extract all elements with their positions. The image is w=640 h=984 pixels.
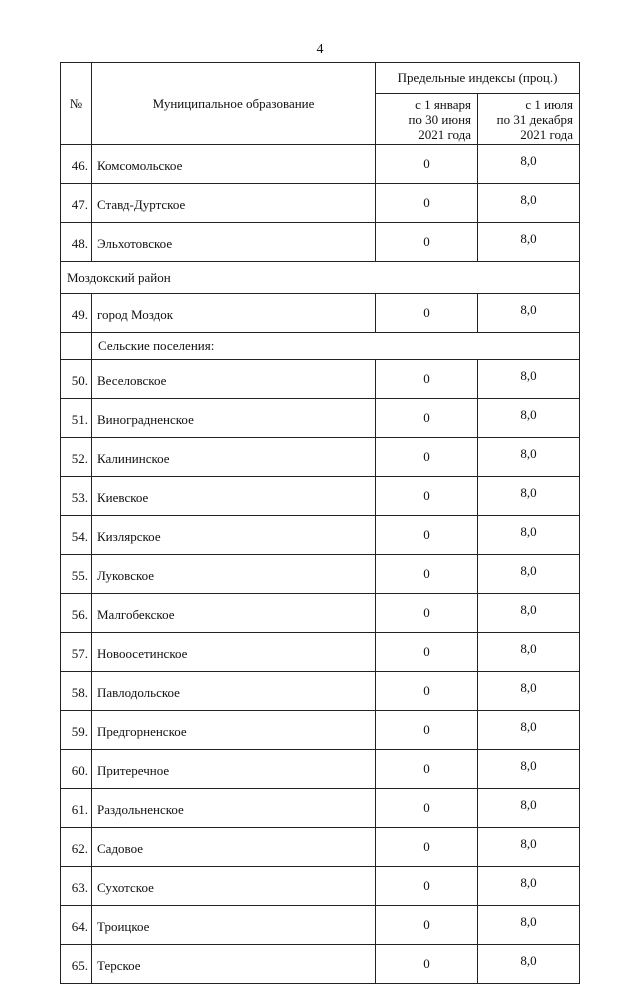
index-second-half: 8,0 xyxy=(478,594,580,633)
index-second-half: 8,0 xyxy=(478,867,580,906)
indices-table xyxy=(60,62,580,984)
row-number: 59. xyxy=(61,711,92,750)
row-number: 65. xyxy=(61,945,92,984)
row-number: 48. xyxy=(61,223,92,262)
municipality-name: Кизлярское xyxy=(92,516,376,555)
municipality-name: Комсомольское xyxy=(92,145,376,184)
index-second-half: 8,0 xyxy=(478,906,580,945)
municipality-name: Павлодольское xyxy=(92,672,376,711)
municipality-name: Малгобекское xyxy=(92,594,376,633)
rows-group-b xyxy=(61,294,580,333)
index-first-half: 0 xyxy=(376,711,478,750)
table-row xyxy=(61,399,580,438)
table-row xyxy=(61,184,580,223)
municipality-name: город Моздок xyxy=(92,294,376,333)
index-second-half: 8,0 xyxy=(478,294,580,333)
row-number: 52. xyxy=(61,438,92,477)
index-second-half: 8,0 xyxy=(478,360,580,399)
index-first-half: 0 xyxy=(376,223,478,262)
index-first-half: 0 xyxy=(376,516,478,555)
table-row xyxy=(61,594,580,633)
row-number: 53. xyxy=(61,477,92,516)
header-period-second-half xyxy=(478,94,580,145)
table-row xyxy=(61,294,580,333)
municipality-name: Эльхотовское xyxy=(92,223,376,262)
municipality-name: Раздольненское xyxy=(92,789,376,828)
row-number: 60. xyxy=(61,750,92,789)
table-row xyxy=(61,711,580,750)
row-number: 46. xyxy=(61,145,92,184)
row-number: 63. xyxy=(61,867,92,906)
index-first-half: 0 xyxy=(376,294,478,333)
header-period-first-half xyxy=(376,94,478,145)
header-num: № xyxy=(61,63,92,145)
index-first-half: 0 xyxy=(376,360,478,399)
header-indices-group: Предельные индексы (проц.) xyxy=(376,63,580,94)
index-second-half: 8,0 xyxy=(478,828,580,867)
table-row xyxy=(61,516,580,555)
table-row xyxy=(61,672,580,711)
index-second-half: 8,0 xyxy=(478,555,580,594)
municipality-name: Киевское xyxy=(92,477,376,516)
index-second-half: 8,0 xyxy=(478,789,580,828)
municipality-name: Веселовское xyxy=(92,360,376,399)
district-group xyxy=(61,262,580,294)
table-row xyxy=(61,789,580,828)
municipality-name: Терское xyxy=(92,945,376,984)
index-second-half: 8,0 xyxy=(478,750,580,789)
subsection-group xyxy=(61,333,580,360)
rows-group-c xyxy=(61,360,580,984)
row-number: 47. xyxy=(61,184,92,223)
index-second-half: 8,0 xyxy=(478,145,580,184)
subsection-heading: Сельские поселения: xyxy=(92,333,580,360)
row-number: 61. xyxy=(61,789,92,828)
row-number: 49. xyxy=(61,294,92,333)
row-number: 51. xyxy=(61,399,92,438)
index-second-half: 8,0 xyxy=(478,438,580,477)
header-municipality: Муниципальное образование xyxy=(92,63,376,145)
row-number: 64. xyxy=(61,906,92,945)
index-first-half: 0 xyxy=(376,145,478,184)
index-second-half: 8,0 xyxy=(478,945,580,984)
header-period-b-line: с 1 июля xyxy=(525,97,573,112)
municipality-name: Троицкое xyxy=(92,906,376,945)
index-first-half: 0 xyxy=(376,555,478,594)
header-period-b-line: 2021 года xyxy=(520,127,573,142)
row-number: 50. xyxy=(61,360,92,399)
index-second-half: 8,0 xyxy=(478,184,580,223)
index-first-half: 0 xyxy=(376,789,478,828)
index-first-half: 0 xyxy=(376,945,478,984)
index-first-half: 0 xyxy=(376,633,478,672)
index-second-half: 8,0 xyxy=(478,672,580,711)
header-period-b-line: по 31 декабря xyxy=(496,112,573,127)
table-row xyxy=(61,477,580,516)
table-row xyxy=(61,867,580,906)
municipality-name: Виноградненское xyxy=(92,399,376,438)
index-first-half: 0 xyxy=(376,438,478,477)
table-row xyxy=(61,945,580,984)
table-row xyxy=(61,145,580,184)
header-period-a-line: по 30 июня xyxy=(408,112,471,127)
index-first-half: 0 xyxy=(376,477,478,516)
index-first-half: 0 xyxy=(376,750,478,789)
index-first-half: 0 xyxy=(376,594,478,633)
row-number: 55. xyxy=(61,555,92,594)
municipality-name: Калининское xyxy=(92,438,376,477)
row-number: 62. xyxy=(61,828,92,867)
table-row xyxy=(61,438,580,477)
table-row xyxy=(61,555,580,594)
index-first-half: 0 xyxy=(376,399,478,438)
index-first-half: 0 xyxy=(376,828,478,867)
municipality-name: Луковское xyxy=(92,555,376,594)
row-number: 54. xyxy=(61,516,92,555)
index-second-half: 8,0 xyxy=(478,223,580,262)
municipality-name: Ставд-Дуртское xyxy=(92,184,376,223)
row-number: 57. xyxy=(61,633,92,672)
municipality-name: Садовое xyxy=(92,828,376,867)
table-row xyxy=(61,633,580,672)
district-heading: Моздокский район xyxy=(61,262,580,294)
page-number: 4 xyxy=(316,42,324,57)
header-period-a-line: с 1 января xyxy=(415,97,471,112)
municipality-name: Предгорненское xyxy=(92,711,376,750)
subsection-num-cell xyxy=(61,333,92,360)
index-first-half: 0 xyxy=(376,906,478,945)
table-row xyxy=(61,906,580,945)
index-second-half: 8,0 xyxy=(478,711,580,750)
table-row xyxy=(61,360,580,399)
index-first-half: 0 xyxy=(376,867,478,906)
municipality-name: Притеречное xyxy=(92,750,376,789)
municipality-name: Сухотское xyxy=(92,867,376,906)
index-second-half: 8,0 xyxy=(478,477,580,516)
rows-group-a xyxy=(61,145,580,262)
row-number: 56. xyxy=(61,594,92,633)
index-second-half: 8,0 xyxy=(478,516,580,555)
index-second-half: 8,0 xyxy=(478,633,580,672)
table-row xyxy=(61,750,580,789)
municipality-name: Новоосетинское xyxy=(92,633,376,672)
header-period-a-line: 2021 года xyxy=(418,127,471,142)
index-first-half: 0 xyxy=(376,184,478,223)
row-number: 58. xyxy=(61,672,92,711)
index-first-half: 0 xyxy=(376,672,478,711)
table-row xyxy=(61,828,580,867)
table-row xyxy=(61,223,580,262)
index-second-half: 8,0 xyxy=(478,399,580,438)
